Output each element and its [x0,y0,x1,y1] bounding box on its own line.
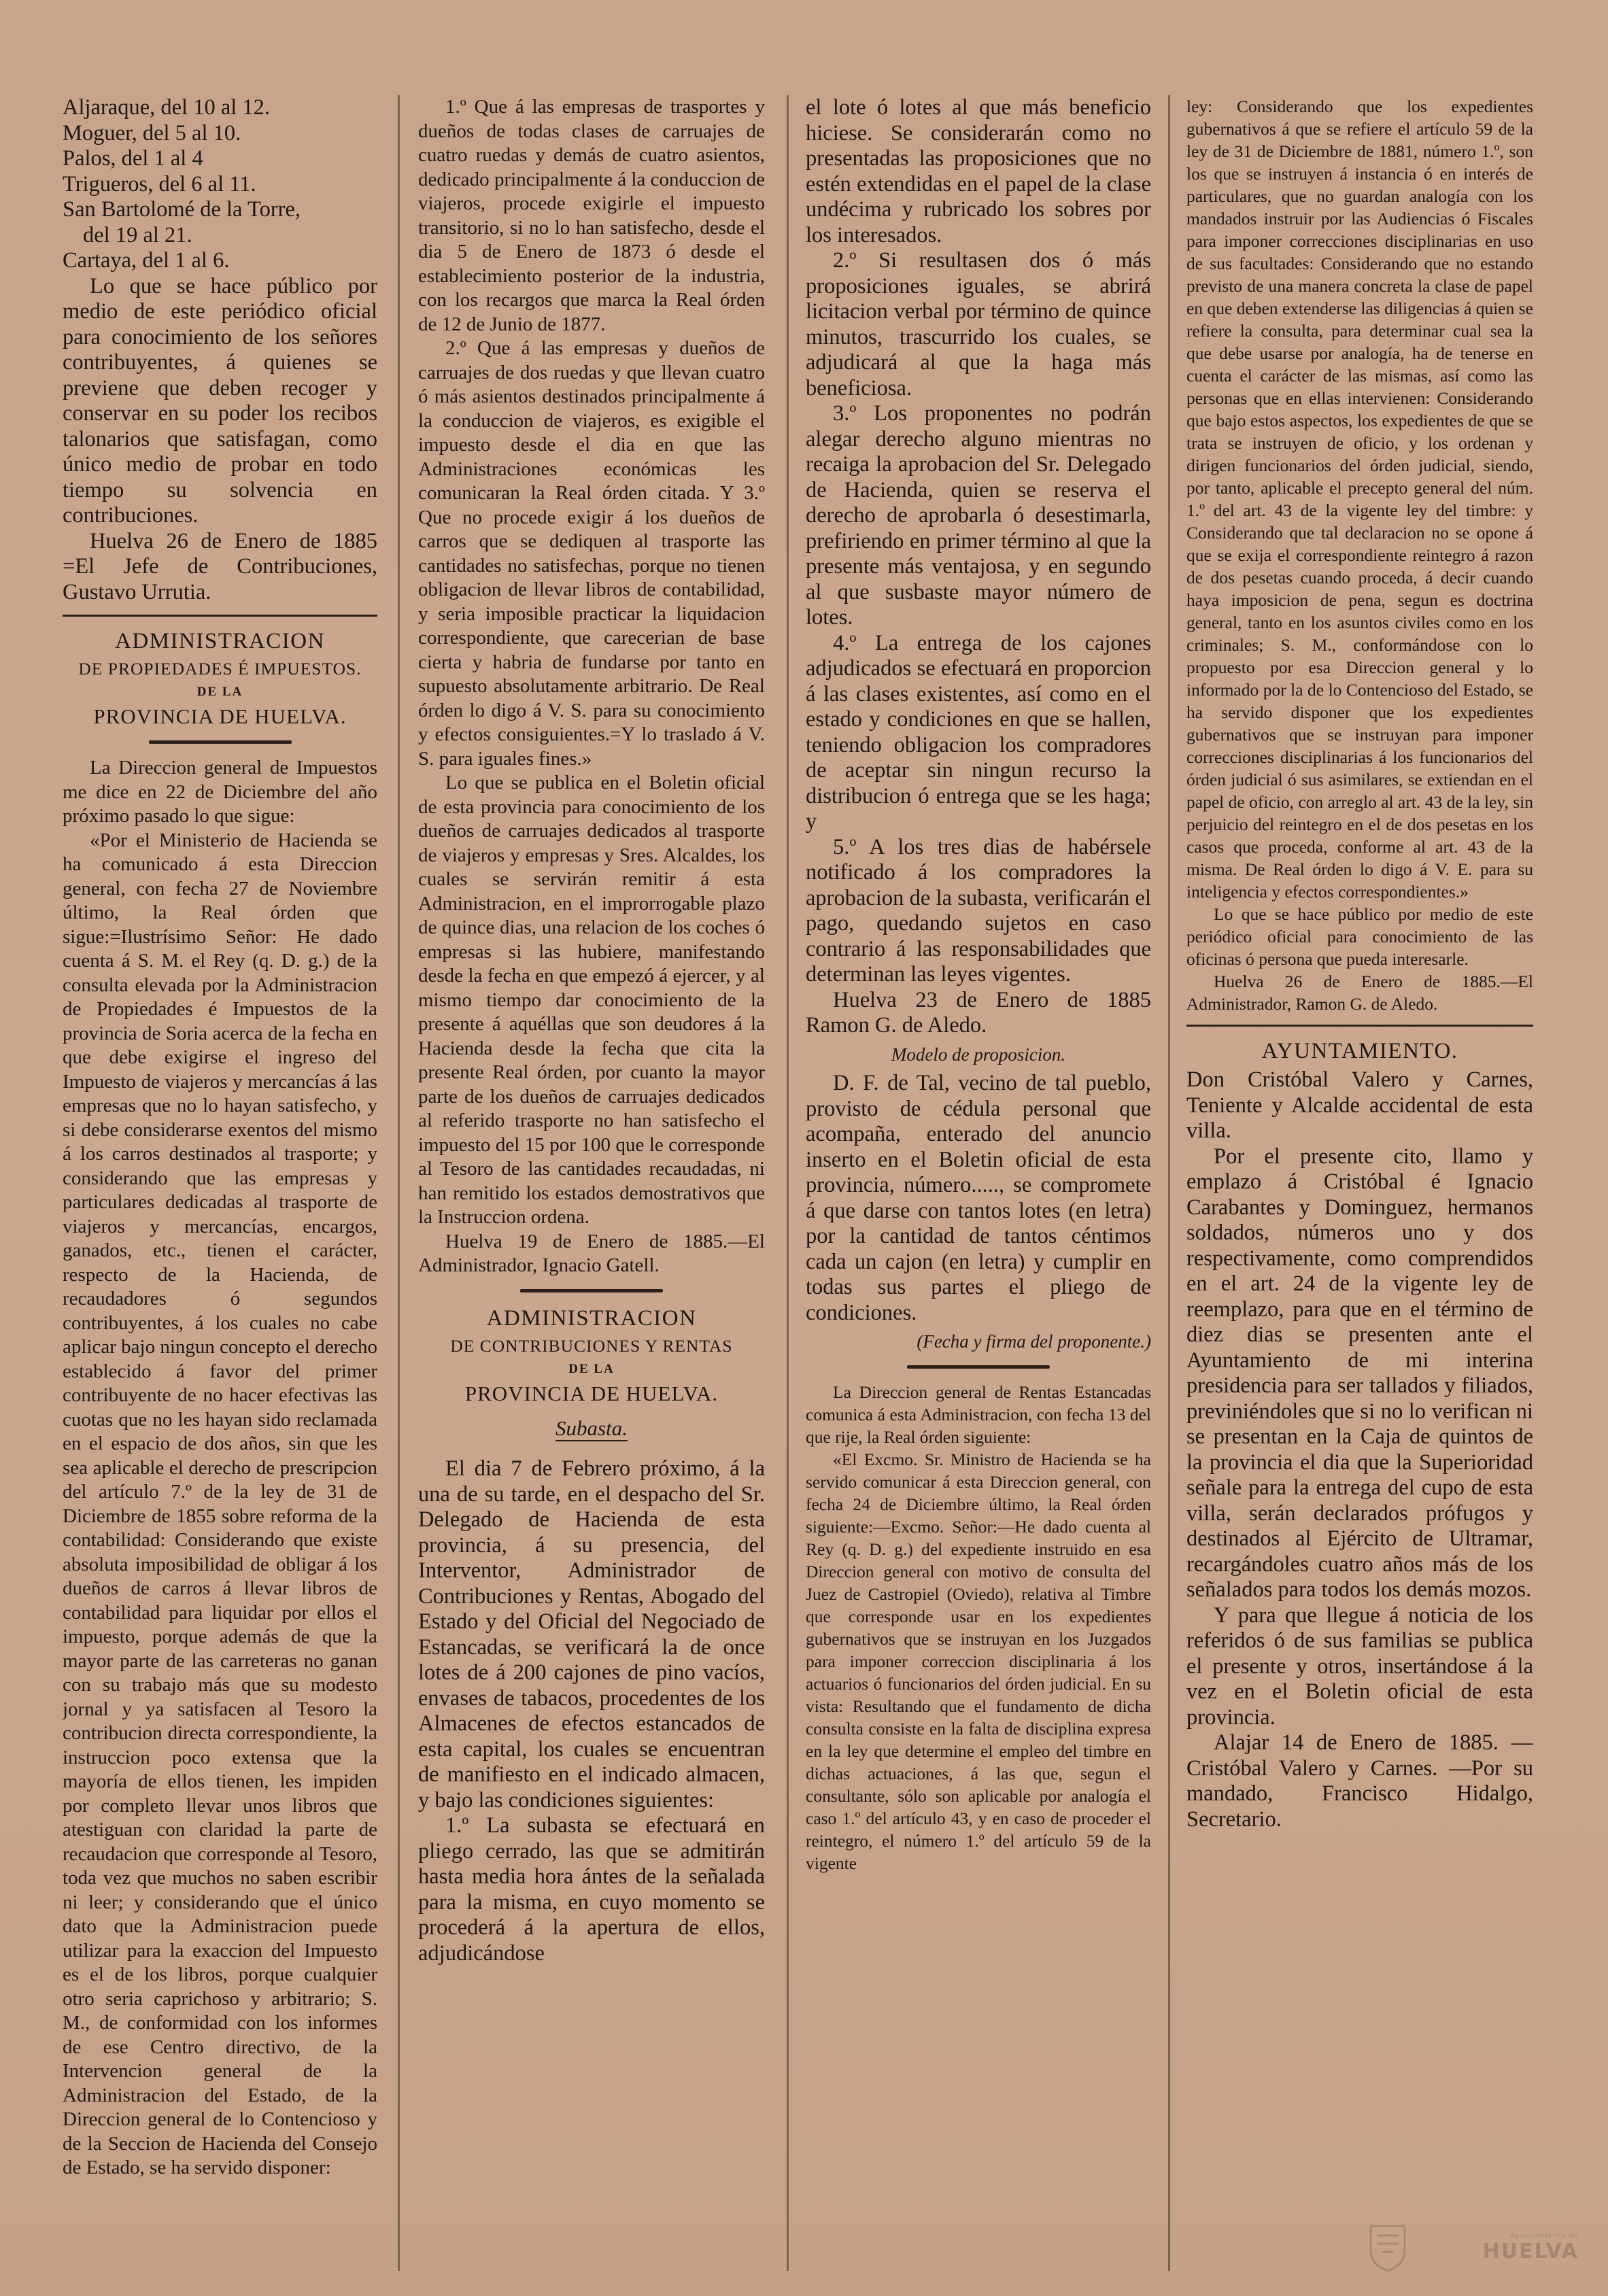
signature: Huelva 26 de Enero de 1885 =El Jefe de Contribuciones, Gustavo Urrutia. [63,528,377,604]
section-connector: DE LA [196,685,243,699]
signature: Huelva 26 de Enero de 1885.—El Administrador, Ramon G. de Aledo. [1186,972,1533,1014]
divider [520,1289,663,1292]
body-paragraph: La Direccion general de Impuestos me dice en 22 de Diciembre del año próximo pasado lo que sigue: [63,757,377,827]
section-subtitle: DE CONTRIBUCIONES Y RENTAS [450,1335,733,1356]
column-2 [418,95,765,2271]
body-paragraph: 3.º Los proponentes no podrán alegar derecho alguno mientras no recaiga la aprobacion del Sr. Delegado de Hacienda, quien se reserva el derecho de aprobarla ó desestimarla, prefiriendo en primer término al que la presente más ventajosa, y en segundo al que susbaste mayor número de lotes. [806,401,1151,630]
body-paragraph: 1.º Que á las empresas de trasportes y dueños de todas clases de carruajes de cuatro ruedas y demás de cuatro asientos, dedicado principalmente á la conduccion de viajeros, procede exigirle el impuesto transitorio, si no lo han satisfecho, desde el dia 5 de Enero de 1873 ó desde el establecimiento posterior de la industria, con los recargos que marca la Real órden de 12 de Junio de 1877. [418,96,765,335]
section-title: AYUNTAMIENTO. [1261,1039,1458,1063]
model-paragraph: D. F. de Tal, vecino de tal pueblo, provisto de cédula personal que acompaña, enterado del anuncio inserto en el Boletin oficial de esta provincia, número....., se compromete á que darse con tantos lotes (en letra) por la cantidad de tantos céntimos cada un cajon (en letra) y cumplir en todas sus partes el pliego de condiciones. [806,1071,1151,1325]
divider [1186,1025,1533,1027]
model-title: Modelo de proposicion. [891,1044,1066,1065]
town-entry: Cartaya, del 1 al 6. [63,248,230,273]
body-paragraph: Don Cristóbal Valero y Carnes, Teniente y Alcalde accidental de esta villa. [1186,1067,1533,1143]
column-rule [787,95,789,2271]
divider [149,740,292,744]
town-entry: Trigueros, del 6 al 11. [63,171,256,196]
column-rule [398,95,400,2271]
column-rule [1168,95,1170,2271]
signature: Alajar 14 de Enero de 1885. —Cristóbal Valero y Carnes. —Por su mandado, Francisco Hidalgo, Secretario. [1186,1730,1533,1832]
body-paragraph: La Direccion general de Rentas Estancadas comunica á esta Administracion, con fecha 13 del que rije, la Real órden siguiente: [806,1382,1151,1447]
signature: Huelva 23 de Enero de 1885 Ramon G. de Aledo. [806,987,1151,1038]
section-province: PROVINCIA DE HUELVA. [93,704,347,728]
body-paragraph: «Por el Ministerio de Hacienda se ha comunicado á esta Direccion general, con fecha 27 de Noviembre último, la Real órden que sigue:=Ilustrísimo Señor: He dado cuenta á S. M. el Rey (q. D. g.) de la consulta elevada por la Administracion de Propiedades é Impuestos de la provincia de Soria acerca de la fecha en que debe exigirse el ingreso del Impuesto de viajeros y mercancías á las empresas que no lo hayan satisfecho, y si debe considerarse exentos del mismo á los carros destinados al trasporte; y considerando que las empresas y particulares dedicadas al trasporte de viajeros y mercancías, encargos, ganados, etc., tienen el carácter, respecto de la Hacienda, de recaudadores ó segundos contribuyentes, á los cuales no cabe aplicar bajo ningun concepto el derecho establecido á favor del primer contribuyente de no hacer efectivas las cuotas que no les hayan sido reclamada en el espacio de dos años, sin que les sea aplicable el derecho de prescripcion del artículo 7.º de la ley de 31 de Diciembre de 1855 sobre reforma de la contabilidad: Considerando que existe absoluta imposibilidad de obligar á los dueños de carros á llevar libros de contabilidad para liquidar por ellos el impuesto, porque además de que la mayor parte de las carreteras no ganan con su trabajo más que su modesto jornal y ya satisfacen al Tesoro la contribucion directa correspondiente, la instruccion poco extensa que la mayoría de ellos tienen, les impiden por completo llevar unos libros que atestiguan con claridad la parte de recaudacion que corresponde al Tesoro, toda vez que muchos no saben escribir ni leer; y considerando que el único dato que la Administracion puede utilizar para la exaccion del Impuesto es el de los libros, porque cualquier otro seria caprichoso y arbitrario; S. M., de conformidad con los informes de ese Centro directivo, de la Intervencion general de la Administracion del Estado, de la Direccion general de lo Contencioso y de la Seccion de Hacienda del Consejo de Estado, se ha servido disponer: [63,829,377,2178]
body-paragraph: Lo que se publica en el Boletin oficial de esta provincia para conocimiento de los dueños de carruajes dedicados al trasporte de viajeros y empresas y Sres. Alcaldes, los cuales se servirán remitir á esta Administracion, en el improrrogable plazo de quince dias, una relacion de los coches ó empresas si las hubiere, manifestando desde la fecha en que empezó á ejercer, y al mismo tiempo dar conocimiento de la presente á aquéllas que son deudores á la Hacienda desde la fecha que cita la presente Real órden, por cuanto la mayor parte de los dueños de carruajes dedicados al referido trasporte no han satisfecho el impuesto del 15 por 100 que le corresponde al Tesoro de las cantidades recaudadas, ni han remitido los estados demostrativos que la Instruccion ordena. [418,772,765,1228]
auction-title: Subasta. [555,1416,628,1440]
divider [63,615,377,617]
town-list [63,95,377,274]
town-entry: Moguer, del 5 al 10. [63,120,241,145]
body-paragraph: 2.º Si resultasen dos ó más proposiciones iguales, se abrirá licitacion verbal por término de quince minutos, trascurrido los cuales, se adjudicará al que la haga más beneficiosa. [806,248,1151,400]
signature: Huelva 19 de Enero de 1885.—El Administrador, Ignacio Gatell. [418,1230,765,1276]
column-3 [806,95,1151,2271]
town-entry: del 19 al 21. [83,222,192,247]
section-subtitle: DE PROPIEDADES É IMPUESTOS. [78,659,362,679]
body-paragraph: ley: Considerando que los expedientes gubernativos á que se refiere el artículo 59 de la ley de 31 de Diciembre de 1881, número 1.º, son los que se instruyen á instancia ó en interés de particulares, que no guardan analogía con los mandados instruir por las Audiencias ó Fiscales para imponer correcciones disciplinarias en uso de sus facultades: Considerando que no estando previsto de una manera concreta la clase de papel en que deben extenderse las diligencias á quien se refiere la consulta, para determinar cual sea la que debe usarse por analogía, ha de tenerse en cuenta el carácter de las mismas, así como las personas que en ellas intervienen: Considerando que bajo estos aspectos, los expedientes de que se trata se instruyen de oficio, y los ordenan y dirigen funcionarios del órden judicial, siendo, por tanto, aplicable el precepto general del núm. 1.º del art. 43 de la vigente ley del timbre: y Considerando que tal declaracion no se opone á que se exija el correspondiente reintegro á razon de dos pesetas cuando proceda, á decir cuando haya imposicion de pena, segun es doctrina general, tanto en los asuntos civiles como en los criminales; S. M., conformándose con lo propuesto por esa Direccion general y lo informado por la de lo Contencioso del Estado, se ha servido disponer que los expedientes gubernativos que se instruyan para imponer correcciones disciplinarias á los funcionarios del órden judicial ó sus asimilares, se extiendan en el papel de oficio, con arreglo al art. 43 de la ley, sin perjuicio del reintegro en el de dos pesetas en los casos que proceda, conforme al art. 43 de la misma. De Real órden lo digo á V. E. para su inteligencia y efectos correspondientes.» [1186,97,1533,902]
notice-paragraph: Lo que se hace público por medio de este periódico oficial para conocimiento de los señores contribuyentes, á quienes se previene que deben recoger y conservar en su poder los recibos talonarios que satisfagan, como único medio de probar en todo tiempo su solvencia en contribuciones. [63,273,377,528]
town-entry: San Bartolomé de la Torre, [63,197,301,222]
city-emblem-icon [1368,2223,1407,2272]
body-paragraph: 2.º Que á las empresas y dueños de carruajes de dos ruedas y que llevan cuatro ó más asientos destinados principalmente á la conduccion de viajeros, es exigible el impuesto desde el dia en que las Administraciones económicas les comunicaran la Real órden citada. Y 3.º Que no procede exigir á los dueños de carros que se dediquen al trasporte las cantidades no satisfechas, porque no tienen obligacion de llevar libros de contabilidad, y seria imposible practicar la liquidacion correspondiente, que carecerian de base cierta y habria de fundarse por tanto en supuesto absolutamente arbitrario. De Real órden lo digo á V. S. para su conocimiento y efectos consiguientes.=Y lo traslado á V. S. para iguales fines.» [418,337,765,770]
body-paragraph: Lo que se hace público por medio de este periódico oficial para conocimiento de las oficinas ó persona que pueda interesarle. [1186,904,1533,969]
body-paragraph: 5.º A los tres dias de habérsele notificado á los compradores la aprobacion de la subasta, verificarán el pago, quedando sujetos en caso contrario á las responsabilidades que determinan las leyes vigentes. [806,834,1151,987]
town-entry: Aljaraque, del 10 al 12. [63,95,271,120]
model-signature: (Fecha y firma del proponente.) [917,1331,1151,1352]
archive-watermark: Ayuntamiento de HUELVA [1482,2232,1579,2263]
body-paragraph: El dia 7 de Febrero próximo, á la una de su tarde, en el despacho del Sr. Delegado de Hacienda de esta provincia, á su presencia, del Interventor, Administrador de Contribuciones y Rentas, Abogado del Estado y del Oficial del Negociado de Estancadas, se verificará la de once lotes de á 200 cajones de pino vacíos, envases de tabacos, procedentes de los Almacenes de efectos estancados de esta capital, los cuales se encuentran de manifiesto en el indicado almacen, y bajo las condiciones siguientes: [418,1456,765,1813]
divider [907,1365,1050,1369]
body-paragraph: Y para que llegue á noticia de los referidos ó de sus familias se publica el presente y otros, insertándose á la vez en el Boletin oficial de esta provincia. [1186,1603,1533,1730]
body-paragraph: 1.º La subasta se efectuará en pliego cerrado, las que se admitirán hasta media hora ántes de la señalada para la misma, en cuyo momento se procederá á la apertura de ellos, adjudicándose [418,1813,765,1966]
column-4 [1186,95,1533,2271]
section-province: PROVINCIA DE HUELVA. [464,1381,719,1405]
body-paragraph: Por el presente cito, llamo y emplazo á Cristóbal é Ignacio Carabantes y Dominguez, hermanos soldados, números uno y dos respectivamente, como comprendidos en el art. 24 de la vigente ley de reemplazo, para que en el término de diez dias se presenten ante el Ayuntamiento de mi interina presidencia para ser tallados y filiados, previniéndoles que si no lo verifican ni se presentan en la Caja de quintos de la provincia el dia que la Superioridad señale para la entrega del cupo de esta villa, serán declarados prófugos y destinados al Ejército de Ultramar, recargándoles cuatro años más de los señalados para todos los demás mozos. [1186,1144,1533,1602]
town-entry: Palos, del 1 al 4 [63,146,203,171]
section-title: ADMINISTRACION [486,1305,697,1331]
column-1 [63,95,377,2271]
body-paragraph: el lote ó lotes al que más beneficio hiciese. Se considerarán como no presentadas las proposiciones que no estén extendidas en el papel de la clase undécima y rubricado los sobres por los interesados. [806,95,1151,247]
section-title: ADMINISTRACION [115,629,325,653]
body-paragraph: «El Excmo. Sr. Ministro de Hacienda se ha servido comunicar á esta Direccion general, con fecha 24 de Diciembre último, la Real órden siguiente:—Excmo. Señor:—He dado cuenta al Rey (q. D. g.) del expediente instruido en esa Direccion general con motivo de consulta del Juez de Castropiel (Oviedo), relativa al Timbre que corresponde usar en los expedientes gubernativos que se instruyan en los Juzgados para imponer correccion disciplinaria á los actuarios ó funcionarios del órden judicial. En su vista: Resultando que el fundamento de dicha consulta consiste en la falta de disciplina expresa en la ley que determine el empleo del timbre en dichas actuaciones, á las que, segun el consultante, sólo son aplicable por analogía el caso 1.º del artículo 43, y en caso de proceder el reintegro, el número 1.º del artículo 59 de la vigente [806,1449,1151,1873]
body-paragraph: 4.º La entrega de los cajones adjudicados se efectuará en proporcion á las clases existentes, así como en el estado y condiciones en que se hallen, teniendo obligacion los compradores de aceptar sin ningun recurso la distribucion ó entrega que se les haga; y [806,630,1151,834]
section-connector: DE LA [568,1361,615,1376]
